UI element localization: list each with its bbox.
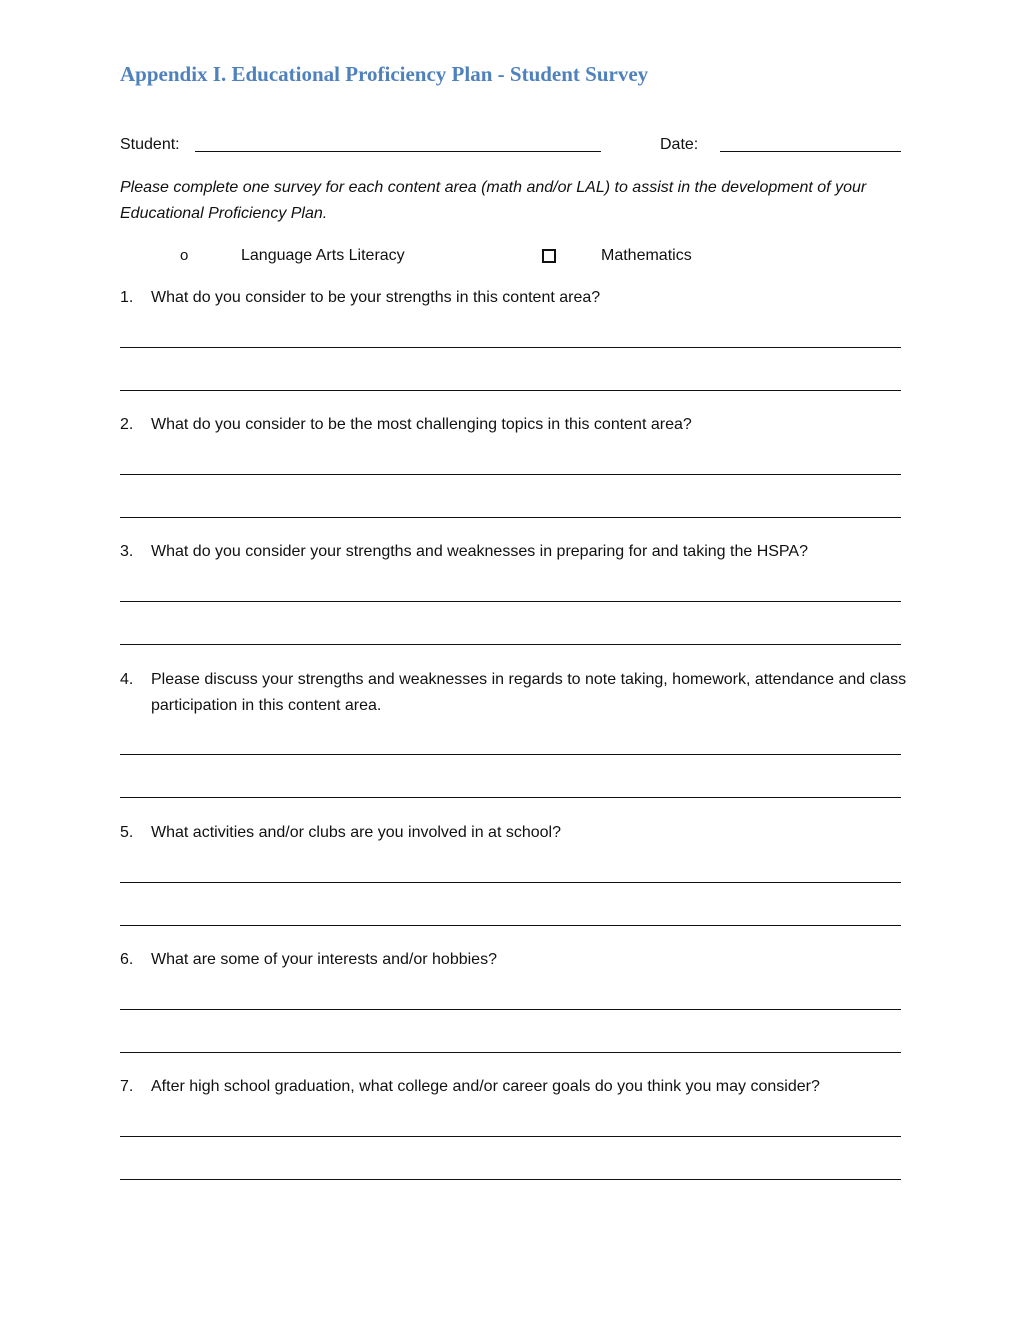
mathematics-option-label: Mathematics (601, 247, 692, 264)
question-5 (120, 820, 910, 846)
answer-line[interactable] (120, 390, 901, 391)
question-number: 1. (120, 289, 134, 306)
answer-line[interactable] (120, 925, 901, 926)
student-name-field[interactable] (195, 151, 601, 152)
question-number: 6. (120, 951, 134, 968)
answer-line[interactable] (120, 644, 901, 645)
lal-option-marker-icon[interactable]: o (180, 247, 189, 264)
answer-line[interactable] (120, 1179, 901, 1180)
question-number: 7. (120, 1078, 134, 1095)
question-number: 4. (120, 671, 134, 688)
date-label: Date: (660, 136, 699, 153)
answer-line[interactable] (120, 797, 901, 798)
instructions-text: Please complete one survey for each content area (math and/or LAL) to assist in the development of your Educational Proficiency Plan. (120, 179, 867, 222)
answer-line[interactable] (120, 517, 901, 518)
question-text: What do you consider your strengths and weaknesses in preparing for and taking the HSPA? (151, 543, 808, 560)
question-4 (120, 667, 910, 719)
answer-line[interactable] (120, 1009, 901, 1010)
answer-line[interactable] (120, 347, 901, 348)
question-text: What do you consider to be the most challenging topics in this content area? (151, 416, 692, 433)
answer-line[interactable] (120, 882, 901, 883)
mathematics-checkbox-icon[interactable] (542, 249, 556, 263)
answer-line[interactable] (120, 1052, 901, 1053)
answer-line[interactable] (120, 601, 901, 602)
student-label: Student: (120, 136, 180, 153)
answer-line[interactable] (120, 754, 901, 755)
question-3 (120, 539, 910, 565)
answer-line[interactable] (120, 474, 901, 475)
question-text: What are some of your interests and/or hobbies? (151, 951, 497, 968)
question-text: Please discuss your strengths and weaknesses in regards to note taking, homework, attendance and class participation in this content area. (151, 671, 907, 714)
answer-line[interactable] (120, 1136, 901, 1137)
question-text: What activities and/or clubs are you involved in at school? (151, 824, 561, 841)
question-text: What do you consider to be your strengths in this content area? (151, 289, 601, 306)
lal-option-label: Language Arts Literacy (241, 247, 405, 264)
question-number: 5. (120, 824, 134, 841)
question-number: 3. (120, 543, 134, 560)
question-1 (120, 285, 910, 311)
question-7 (120, 1074, 910, 1100)
question-6 (120, 947, 910, 973)
page-title: Appendix I. Educational Proficiency Plan - Student Survey (120, 62, 649, 86)
question-number: 2. (120, 416, 134, 433)
date-field[interactable] (720, 151, 901, 152)
question-text: After high school graduation, what college and/or career goals do you think you may consider? (151, 1078, 820, 1095)
question-2 (120, 412, 910, 438)
